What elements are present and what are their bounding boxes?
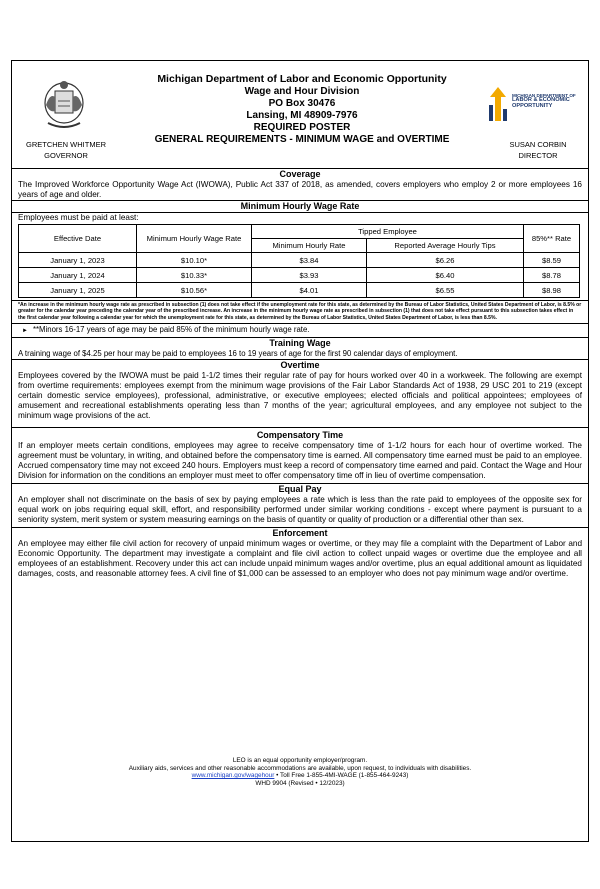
cell-tips: $6.40 [367,268,524,283]
wage-footnote: *An increase in the minimum hourly wage rate as prescribed in subsection (1) does not take effect if the unemployment rate for this state, as determined by the Bureau of Labor Statistics, United States Department of Labor, is 8.5% or greater for the calendar year preceding the calendar year of the prescribed increase. An increase in the minimum hourly wage rate as prescribed in subsection (1) that does not take effect pursuant to this subsection takes effect in the first calendar year following a calendar year for which the unemployment rate for this state, as determined by the Bureau of Labor Statistics, United States Department of Labor, is less than 8.5%. [12,300,588,323]
contact-line [12,772,588,780]
accommodation-statement: Auxiliary aids, services and other reasonable accommodations are available, upon request, to individuals with disabilities. [128,764,472,772]
header-pct-rate: 85%** Rate [524,225,580,253]
cell-tips: $6.26 [367,253,524,268]
overtime-title: Overtime [280,359,320,370]
poster-title: GENERAL REQUIREMENTS - MINIMUM WAGE and OVERTIME [154,134,450,145]
director-name: SUSAN CORBIN [509,140,567,149]
wagehour-link[interactable]: www.michigan.gov/wagehour [191,772,275,780]
comp-time-section [12,427,588,483]
header-tipped-min: Minimum Hourly Rate [252,239,367,253]
coverage-section [12,168,588,200]
department-name: Michigan Department of Labor and Economic Opportunity [157,73,447,85]
city-address: Lansing, MI 48909-7976 [246,110,358,121]
wage-rate-table [18,224,580,298]
director-title: DIRECTOR [518,151,558,160]
enforcement-title: Enforcement [272,527,328,538]
table-row [19,253,580,268]
leo-arrow-icon [486,85,510,123]
cell-date: January 1, 2024 [19,268,137,283]
cell-pct: $8.59 [524,253,580,268]
governor-name: GRETCHEN WHITMER [26,140,106,149]
wage-rate-title: Minimum Hourly Wage Rate [12,200,588,212]
governor-block [16,139,116,161]
cell-date: January 1, 2023 [19,253,137,268]
enforcement-section [12,527,588,579]
training-text: A training wage of $4.25 per hour may be paid to employees 16 to 19 years of age for the first 90 calendar days of employment. [18,348,458,358]
toll-free-number: • Toll Free 1-855-4MI-WAGE (1-855-464-9243) [274,772,409,780]
training-title: Training Wage [269,337,331,348]
cell-rate: $10.33* [137,268,252,283]
cell-pct: $8.98 [524,283,580,298]
enforcement-text: An employee may either file civil action for recovery of unpaid minimum wages or overtime, or they may file a complaint with the Department of Labor and Economic Opportunity. The department may investigate a complaint and file civil action to collect unpaid wages or overtime due the employee and all employees of an establishment. Recovery under this act can include unpaid minimum wages and/or overtime, plus an equal additional amount as liquidated damages, costs, and reasonable attorney fees. A civil fine of $1,000 can be assessed to an employer who does not pay minimum wage and/or overtime. [18,538,582,578]
leo-logo-text: MICHIGAN DEPARTMENT OF LABOR & ECONOMIC OPPORTUNITY [512,93,576,109]
poster-content [12,168,588,579]
overtime-text: Employees covered by the IWOWA must be paid 1-1/2 times their regular rate of pay for hours worked over 40 in a workweek. The following are exempt from overtime requirements: employees exempt from the minimum wage provisions of the Fair Labor Standards Act of 1938, 29 USC 201 to 219 (except certain domestic service employees), professional, administrative, or executive employees; elected officials and political appointees; employees of amusement and recreational establishments operating less than 7 months of the year; agricultural employees, and any employee not subject to the minimum wage provisions of the act. [18,370,582,420]
po-box: PO Box 30476 [268,98,336,109]
equal-pay-title: Equal Pay [278,483,322,494]
governor-title: GOVERNOR [44,151,88,160]
overtime-section [12,359,588,427]
minors-note [12,323,588,337]
coverage-text: The Improved Workforce Opportunity Wage Act (IWOWA), Public Act 337 of 2018, as amended, covers employers who employ 2 or more employees 16 years of age and older. [18,180,582,199]
department-heading [117,73,487,146]
cell-tipped-min: $4.01 [252,283,367,298]
training-section [12,337,588,359]
director-block [488,139,588,161]
cell-tips: $6.55 [367,283,524,298]
required-poster-label: REQUIRED POSTER [253,122,351,133]
minors-text: **Minors 16-17 years of age may be paid 85% of the minimum hourly wage rate. [32,324,310,334]
header-min-rate: Minimum Hourly Wage Rate [137,225,252,253]
equal-pay-section [12,483,588,527]
cell-tipped-min: $3.93 [252,268,367,283]
wage-rate-intro: Employees must be paid at least: [12,212,588,223]
bullet-icon: ► [22,327,28,334]
header-tipped: Tipped Employee [252,225,524,239]
form-number: WHD 9904 (Revised • 12/2023) [255,779,345,787]
poster-header [12,71,588,161]
cell-rate: $10.56* [137,283,252,298]
cell-rate: $10.10* [137,253,252,268]
poster-frame [11,60,589,842]
comp-time-text: If an employer meets certain conditions, employees may agree to receive compensatory time of 1-1/2 hours for each hour of overtime worked. The agreement must be voluntary, in writing, and obtained before the compensatory time is earned. All compensatory time earned must be paid to an employee. Accrued compensatory time may not exceed 240 hours. Employers must keep a record of compensatory time earned and paid. Contact the Wage and Hour Division for information on the conditions an employer must meet to offer compensatory time off in lieu of overtime compensation. [18,440,582,480]
equal-pay-text: An employer shall not discriminate on the basis of sex by paying employees a rate which is less than the rate paid to employees of the opposite sex for equal work on jobs requiring equal skill, effort, and responsibility performed under similar working conditions - except where payment is pursuant to a seniority system, merit system or system measuring earnings on the basis of quantity or quality of production or a differential other than sex. [18,494,582,524]
michigan-seal-icon [42,77,86,135]
eeo-statement: LEO is an equal opportunity employer/program. [232,757,368,764]
division-name: Wage and Hour Division [244,86,360,97]
cell-pct: $8.78 [524,268,580,283]
header-tipped-avg: Reported Average Hourly Tips [367,239,524,253]
coverage-title: Coverage [279,169,321,179]
header-effective-date: Effective Date [19,225,137,253]
cell-tipped-min: $3.84 [252,253,367,268]
leo-logo [486,85,586,125]
table-row [19,283,580,298]
comp-time-title: Compensatory Time [256,429,344,440]
table-row [19,268,580,283]
cell-date: January 1, 2025 [19,283,137,298]
poster-footer [12,757,588,787]
